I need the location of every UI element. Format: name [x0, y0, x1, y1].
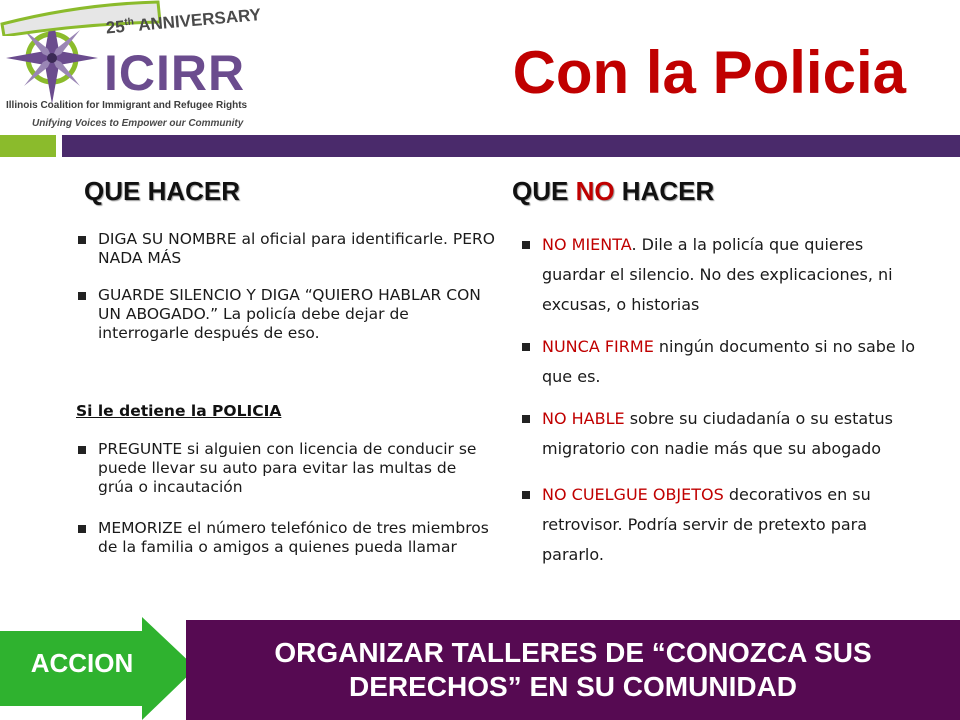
org-tagline: Unifying Voices to Empower our Community — [32, 118, 244, 129]
detained-list — [76, 440, 496, 579]
divider-purple-bar — [62, 135, 960, 157]
do-heading: QUE HACER — [84, 176, 241, 206]
list-item: NO MIENTA. Dile a la policía que quieres guardar el silencio. No des explicaciones, ni excusas, o historias — [520, 230, 930, 320]
list-item: NO CUELGUE OBJETOS decorativos en su retrovisor. Podría servir de pretexto para pararlo. — [520, 480, 930, 570]
heading-accent-no: NO — [575, 176, 615, 206]
icirr-logo — [0, 0, 290, 135]
page-title: Con la Policia — [512, 39, 906, 106]
list-item: GUARDE SILENCIO Y DIGA “QUIERO HABLAR CON UN ABOGADO.” La policía debe dejar de interrogarle después de eso. — [76, 286, 496, 343]
action-banner — [186, 620, 960, 720]
accion-label: ACCION — [30, 648, 134, 678]
org-acronym: ICIRR — [104, 45, 246, 101]
action-banner-text: ORGANIZAR TALLERES DE “CONOZCA SUS DERECHOS” EN SU COMUNIDAD — [274, 637, 872, 702]
anniversary-text: 25th ANNIVERSARY — [105, 5, 262, 38]
org-full-name: Illinois Coalition for Immigrant and Refugee Rights — [6, 100, 248, 111]
divider-green-block — [0, 135, 56, 157]
do-list — [76, 230, 496, 361]
dont-list — [520, 230, 930, 570]
list-item: PREGUNTE si alguien con licencia de conducir se puede llevar su auto para evitar las multas de grúa o incautación — [76, 440, 496, 497]
list-item: NUNCA FIRME ningún documento si no sabe lo que es. — [520, 332, 930, 392]
detained-subheading: Si le detiene la POLICIA — [76, 402, 282, 420]
list-item: MEMORIZE el número telefónico de tres miembros de la familia o amigos a quienes pueda llamar — [76, 519, 496, 557]
dont-heading: QUE NO HACER — [512, 176, 715, 206]
list-item: NO HABLE sobre su ciudadanía o su estatus migratorio con nadie más que su abogado — [520, 404, 930, 464]
list-item: DIGA SU NOMBRE al oficial para identificarle. PERO NADA MÁS — [76, 230, 496, 268]
